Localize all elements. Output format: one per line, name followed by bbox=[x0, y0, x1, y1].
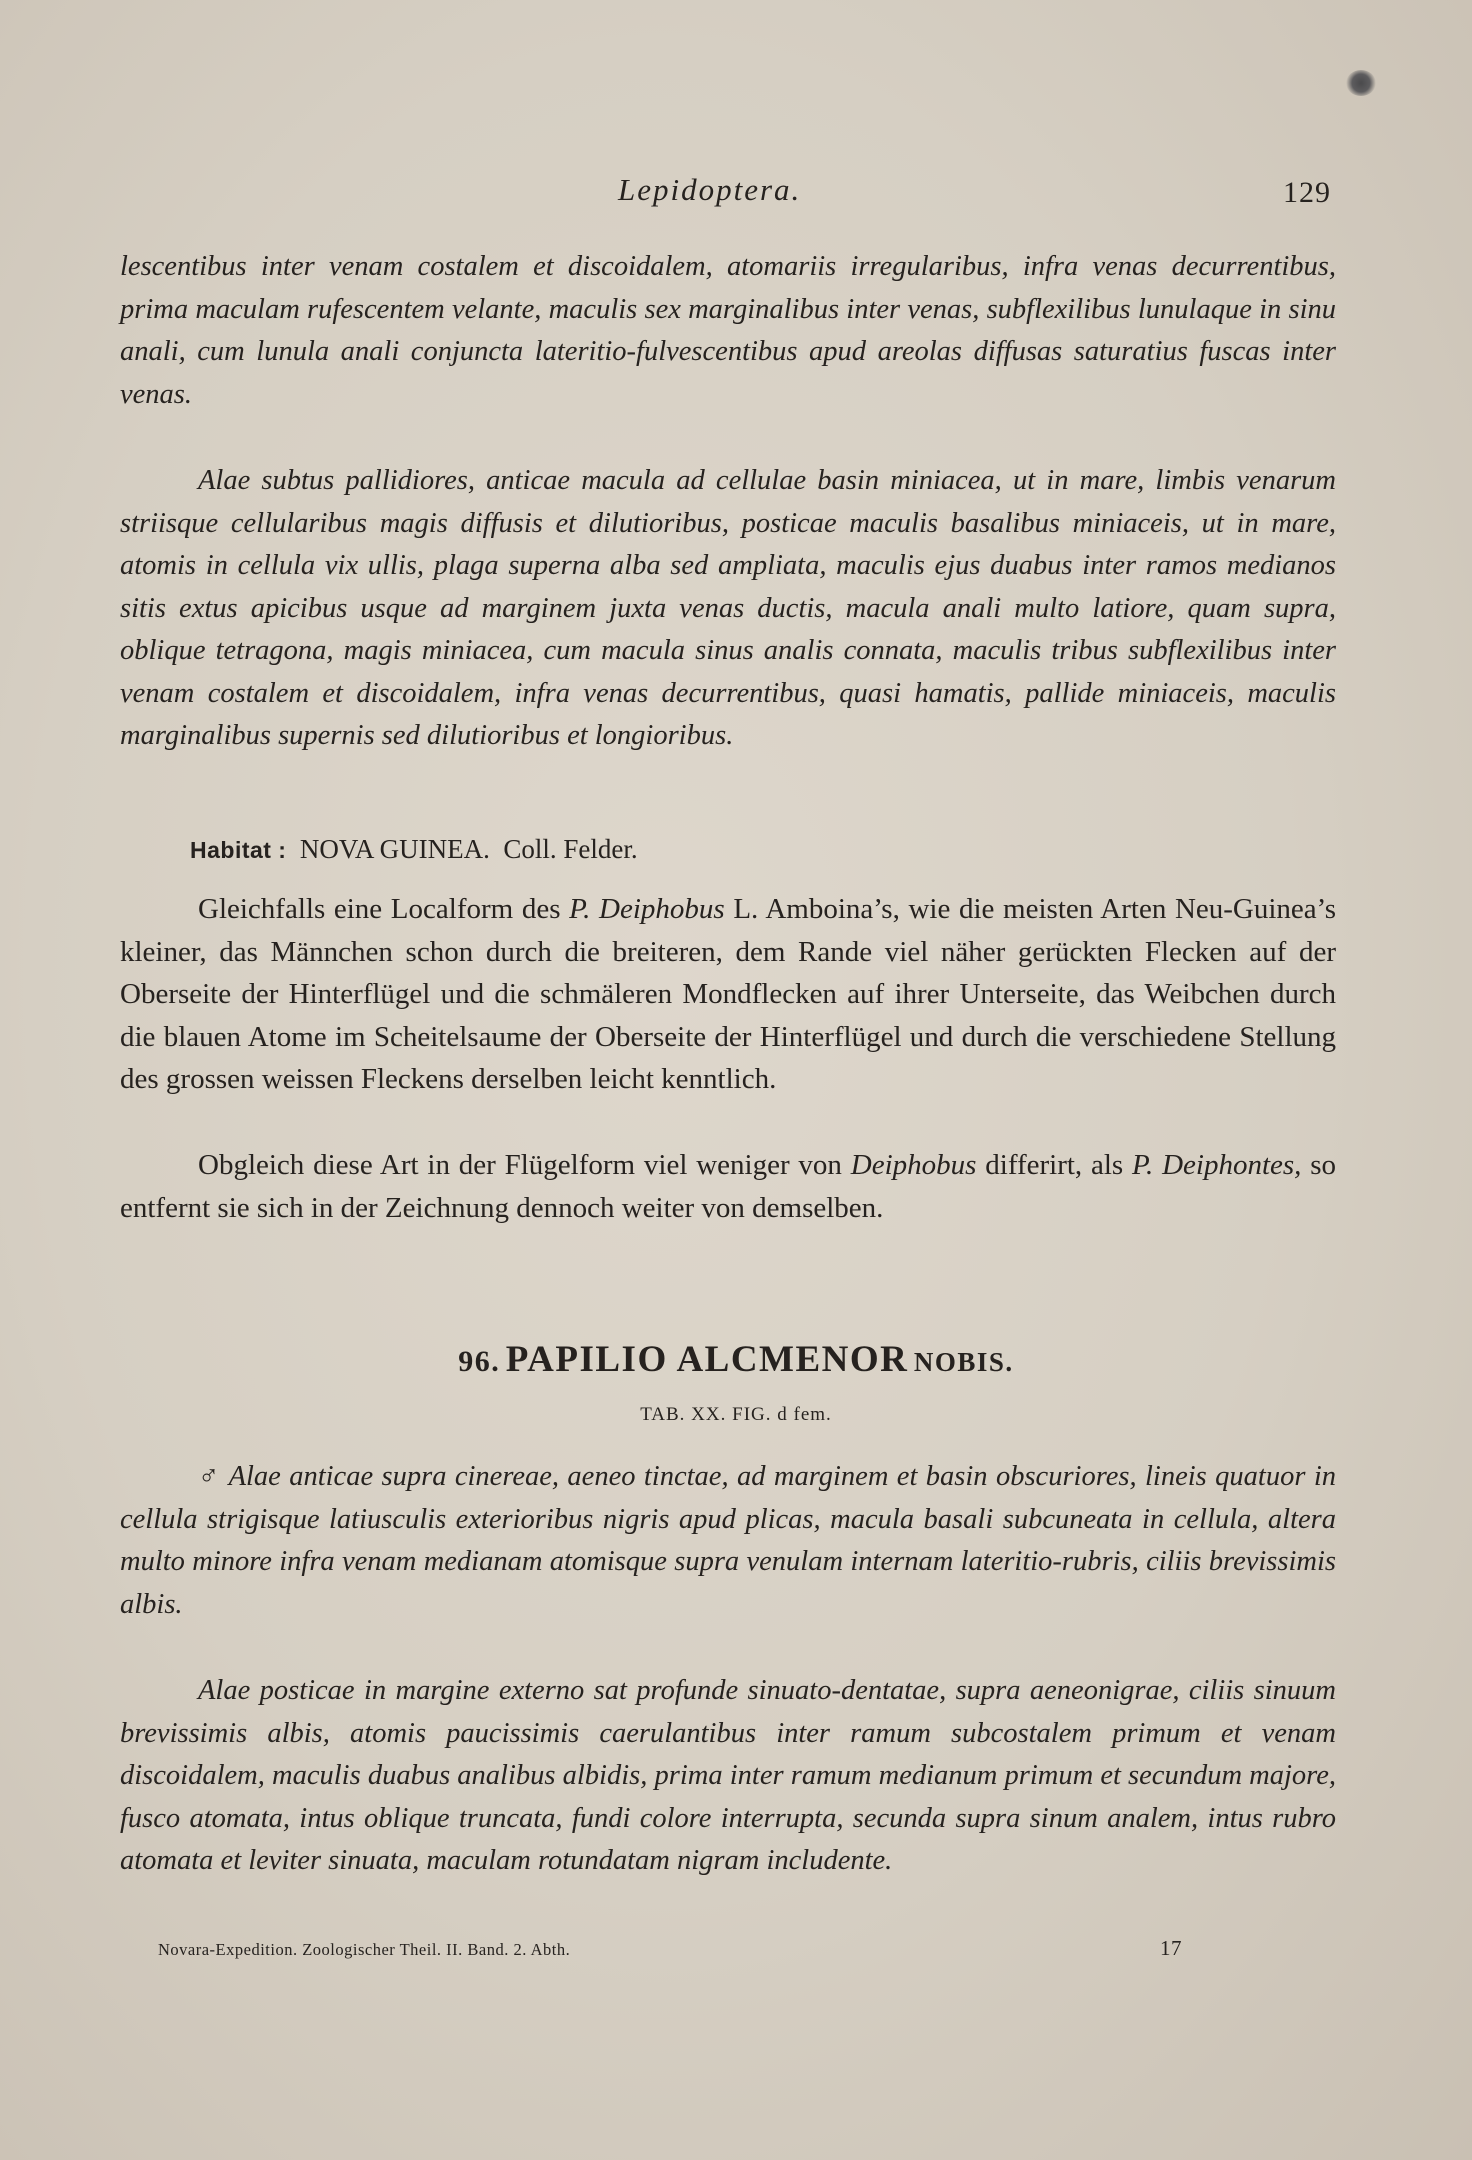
german-remarks-1 bbox=[120, 888, 1336, 1101]
page-number: 129 bbox=[1283, 176, 1331, 209]
latin-underside-paragraph: Alae subtus pallidiores, anticae macula ad cellulae basin miniacea, ut in mare, limbis venarum striisque cellularibus magis diffusis et dilutioribus, posticae maculis basalibus miniaceis, ut in mare, atomis in cellula vix ullis, plaga superna alba sed ampliata, maculis ejus duabus inter ramos medianos sitis extus apicibus usque ad marginem juxta venas ductis, macula anali multo latiore, quam supra, oblique tetragona, magis miniacea, cum macula sinus analis connata, maculis tribus subflexilibus inter venam costalem et discoidalem, infra venas decurrentibus, quasi hamatis, pallide miniaceis, maculis marginalibus supernis sed dilutioribus et longioribus. bbox=[120, 465, 1336, 751]
species-author: NOBIS. bbox=[913, 1347, 1014, 1377]
german-2-text-c: so entfernt sie sich in der Zeichnung dennoch weiter von demselben. bbox=[120, 1149, 1337, 1224]
footer-series: Novara-Expedition. Zoologischer Theil. II. Band. 2. Abth. bbox=[158, 1940, 571, 1959]
hindwing-description bbox=[120, 1670, 1336, 1883]
page-footer bbox=[158, 1936, 1188, 1970]
habitat-line bbox=[190, 828, 1290, 871]
species-heading bbox=[0, 1338, 1472, 1381]
habitat-label: Habitat bbox=[190, 837, 272, 863]
running-title: Lepidoptera. bbox=[618, 172, 802, 207]
underside-description bbox=[120, 460, 1336, 758]
german-1-text-a: Gleichfalls eine Localform des bbox=[198, 893, 561, 925]
male-symbol-icon: ♂ bbox=[198, 1461, 221, 1492]
latin-hindwing-paragraph: Alae posticae in margine externo sat profunde sinuato-dentatae, supra aeneonigrae, ciliis sinuum brevissimis albis, atomis paucissimis caerulantibus inter ramum subcostalem primum et venam discoidalem, maculis duabus analibus albidis, prima inter ramum medianum primum et secundum majore, fusco atomata, intus oblique truncata, fundi colore interrupta, secunda supra sinum analem, intus rubro atomata et leviter sinuata, maculam rotundatam nigram includente. bbox=[120, 1675, 1336, 1876]
german-1-text-b: L. Amboina’s, wie die meisten Arten Neu-Guinea’s kleiner, das Männchen schon durch die breiteren, dem Rande viel näher gerückten Flecken auf der Oberseite der Hinterflügel und die schmäleren Mondflecken auf ihrer Unterseite, das Weibchen durch die blauen Atome im Scheitelsaume der Oberseite der Hinterflügel und durch die verschiedene Stellung des grossen weissen Fleckens derselben leicht kenntlich. bbox=[120, 893, 1337, 1095]
ink-spot-mark bbox=[1346, 70, 1376, 96]
german-2-taxon-b: P. Deiphontes, bbox=[1132, 1149, 1302, 1181]
description-continuation bbox=[120, 246, 1336, 416]
male-forewing-description bbox=[120, 1456, 1336, 1626]
plate-reference: TAB. XX. FIG. d fem. bbox=[640, 1404, 832, 1425]
signature-mark: 17 bbox=[1160, 1936, 1182, 1960]
german-2-text-b: differirt, als bbox=[985, 1149, 1124, 1181]
species-number: 96. bbox=[458, 1345, 501, 1378]
male-forewing-text: Alae anticae supra cinereae, aeneo tinctae, ad marginem et basin obscuriores, lineis quatuor in cellula strigisque latiusculis exterioribus nigris apud plicas, macula basali subcuneata in cellula, altera multo minore infra venam medianam atomisque supra venulam internam lateritio-rubris, ciliis brevissimis albis. bbox=[120, 1461, 1336, 1620]
habitat-location: NOVA GUINEA. bbox=[299, 834, 490, 864]
german-2-text-a: Obgleich diese Art in der Flügelform viel weniger von bbox=[198, 1149, 842, 1181]
german-remarks-2 bbox=[120, 1144, 1336, 1229]
habitat-collection: Coll. Felder. bbox=[503, 834, 638, 864]
german-1-taxon: P. Deiphobus bbox=[569, 893, 725, 925]
latin-continuation-paragraph: lescentibus inter venam costalem et discoidalem, atomariis irregularibus, infra venas decurrentibus, prima maculam rufescentem velante, maculis sex marginalibus inter venas, subflexilibus lunulaque in sinu anali, cum lunula anali conjuncta lateritio-fulvescentibus apud areolas diffusas saturatius fuscas inter venas. bbox=[120, 251, 1336, 410]
running-head bbox=[0, 172, 1472, 222]
habitat-separator: : bbox=[278, 837, 287, 863]
german-2-taxon-a: Deiphobus bbox=[850, 1149, 977, 1181]
species-name: PAPILIO ALCMENOR bbox=[505, 1339, 909, 1380]
